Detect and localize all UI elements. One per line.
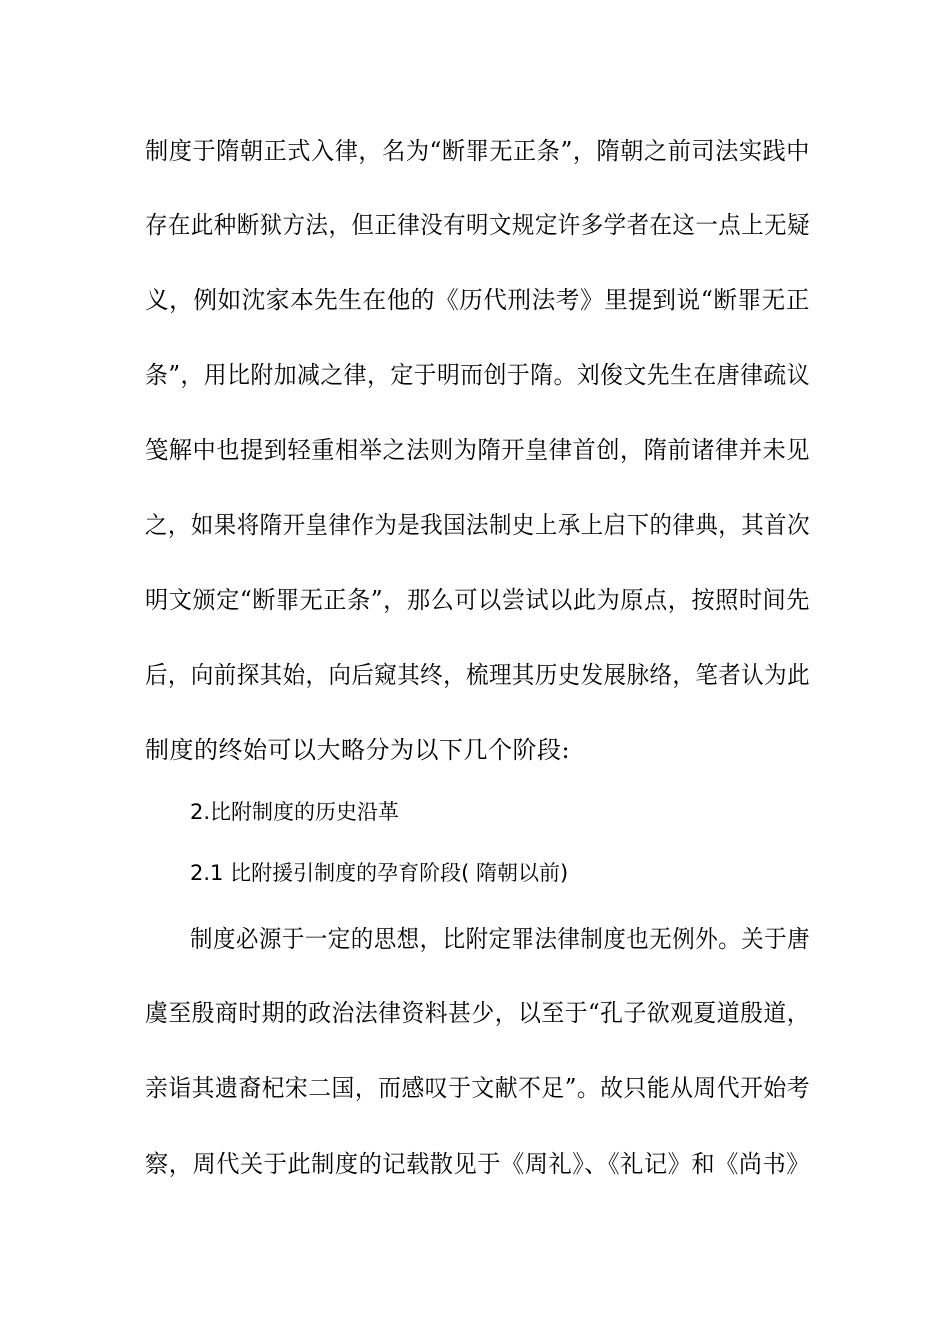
paragraph-line: 存在此种断狱方法，但正律没有明文规定许多学者在这一点上无疑 <box>145 211 811 239</box>
paragraph-line: 笺解中也提到轻重相举之法则为隋开皇律首创，隋前诸律并未见 <box>145 436 811 464</box>
paragraph-line: 明文颁定“断罪无正条”，那么可以尝试以此为原点，按照时间先 <box>145 586 810 614</box>
paragraph-line: 后，向前探其始，向后窥其终，梳理其历史发展脉络，笔者认为此 <box>145 661 811 689</box>
section-heading: 2.比附制度的历史沿革 <box>190 800 400 824</box>
paragraph-line: 制度的终始可以大略分为以下几个阶段: <box>145 736 571 764</box>
paragraph-line: 制度必源于一定的思想，比附定罪法律制度也无例外。关于唐 <box>190 925 811 953</box>
paragraph-line: 亲诣其遗裔杞宋二国，而感叹于文献不足”。故只能从周代开始考 <box>145 1074 811 1102</box>
paragraph-line: 制度于隋朝正式入律，名为“断罪无正条”，隋朝之前司法实践中 <box>145 137 810 165</box>
paragraph-line: 虞至殷商时期的政治法律资料甚少，以至于“孔子欲观夏道殷道， <box>145 999 811 1027</box>
paragraph-line: 察，周代关于此制度的记载散见于《周礼》、《礼记》和《尚书》 <box>145 1150 811 1178</box>
subsection-heading: 2.1 比附援引制度的孕育阶段( 隋朝以前) <box>190 861 569 885</box>
paragraph-line: 之，如果将隋开皇律作为是我国法制史上承上启下的律典，其首次 <box>145 511 811 539</box>
paragraph-line: 义，例如沈家本先生在他的《历代刑法考》里提到说“断罪无正 <box>145 286 810 314</box>
paragraph-line: 条”，用比附加减之律，定于明而创于隋。刘俊文先生在唐律疏议 <box>145 361 811 389</box>
